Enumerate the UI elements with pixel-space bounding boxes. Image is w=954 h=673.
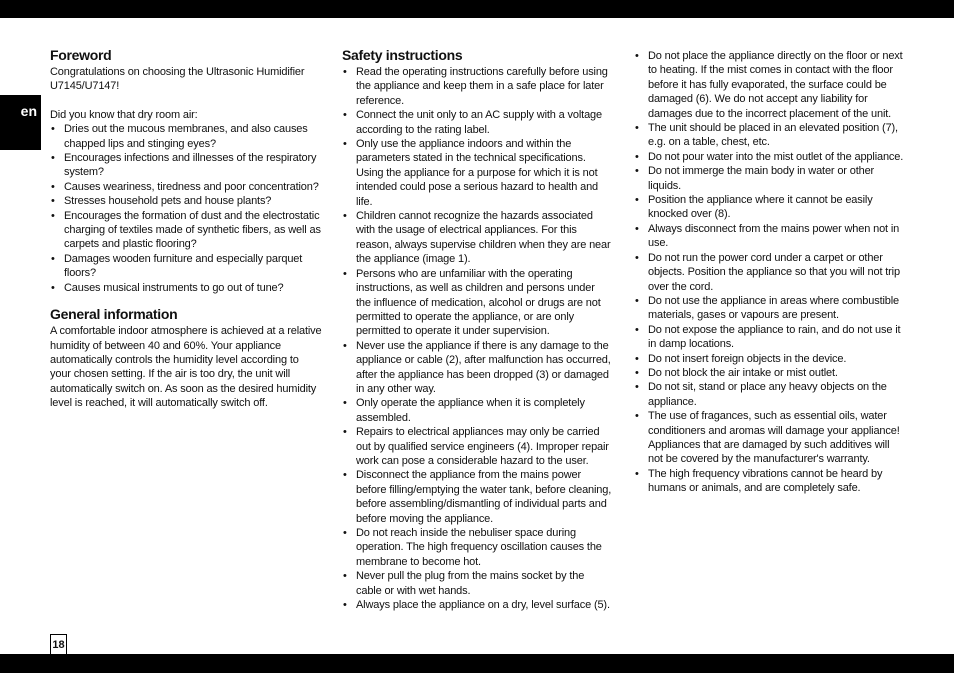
bullet-item: • Read the operating instructions carefully before using the appliance and keep them in a safe place for later reference. bbox=[342, 65, 612, 108]
bullet-item: • Causes weariness, tiredness and poor concentration? bbox=[50, 180, 322, 194]
bullet-item: • Do not immerge the main body in water or other liquids. bbox=[634, 164, 906, 193]
column-2 bbox=[342, 46, 612, 612]
column-1 bbox=[50, 46, 322, 411]
bullet-item: • Encourages the formation of dust and the electrostatic charging of textiles made of synthetic fibers, as well as carpets and plastic flooring? bbox=[50, 209, 322, 252]
bullet-item: • Never use the appliance if there is any damage to the appliance or cable (2), after malfunction has occurred, after the appliance has been dropped (3) or damaged in any other way. bbox=[342, 339, 612, 397]
bullet-item: • Only operate the appliance when it is completely assembled. bbox=[342, 396, 612, 425]
bullet-item: • Do not place the appliance directly on the floor or next to heating. If the mist comes in contact with the floor before it has fully evaporated, the surface could be damaged (6). We do not accept any liability for damages due to the incorrect placement of the unit. bbox=[634, 49, 906, 121]
bullet-item: • Only use the appliance indoors and within the parameters stated in the technical specifications. Using the appliance for a purpose for which it is not intended could pose a serious hazard to health and life. bbox=[342, 137, 612, 209]
bullet-item: • Do not reach inside the nebuliser space during operation. The high frequency oscillation causes the membrane to become hot. bbox=[342, 526, 612, 569]
bullet-item: • Connect the unit only to an AC supply with a voltage according to the rating label. bbox=[342, 108, 612, 137]
spacer bbox=[50, 295, 322, 305]
bullet-item: • The unit should be placed in an elevated position (7), e.g. on a table, chest, etc. bbox=[634, 121, 906, 150]
column-3 bbox=[634, 49, 906, 496]
spacer bbox=[50, 94, 322, 108]
bullet-item: • Do not run the power cord under a carpet or other objects. Position the appliance so that you will not trip over the cord. bbox=[634, 251, 906, 294]
bullet-item: • Do not block the air intake or mist outlet. bbox=[634, 366, 906, 380]
top-black-bar bbox=[0, 0, 954, 18]
bullet-item: • Repairs to electrical appliances may only be carried out by qualified service engineers (4). Improper repair work can pose a considerable hazard to the user. bbox=[342, 425, 612, 468]
foreword-intro: Congratulations on choosing the Ultrasonic Humidifier U7145/U7147! bbox=[50, 66, 305, 93]
bullet-item: • Do not sit, stand or place any heavy objects on the appliance. bbox=[634, 380, 906, 409]
page-number: 18 bbox=[50, 634, 67, 654]
language-tab: en bbox=[0, 95, 41, 150]
bullet-item: • Persons who are unfamiliar with the operating instructions, as well as children and persons under the influence of medication, alcohol or drugs are not permitted to operate the appliance, or are only permitted to operate it under supervision. bbox=[342, 267, 612, 339]
bullet-item: • Damages wooden furniture and especially parquet floors? bbox=[50, 252, 322, 281]
bullet-item: • Do not use the appliance in areas where combustible materials, gases or vapours are present. bbox=[634, 294, 906, 323]
bullet-item: • The high frequency vibrations cannot be heard by humans or animals, and are completely safe. bbox=[634, 467, 906, 496]
bullet-item: • Stresses household pets and house plants? bbox=[50, 194, 322, 208]
bullet-item: • Do not insert foreign objects in the device. bbox=[634, 352, 906, 366]
general-information-heading: General information bbox=[50, 306, 178, 323]
bullet-item: • Always place the appliance on a dry, level surface (5). bbox=[342, 598, 612, 612]
foreword-bullet-list bbox=[50, 122, 322, 295]
bullet-item: • Never pull the plug from the mains socket by the cable or with wet hands. bbox=[342, 569, 612, 598]
bullet-item: • Dries out the mucous membranes, and also causes chapped lips and stinging eyes? bbox=[50, 122, 322, 151]
bullet-item: • Causes musical instruments to go out of tune? bbox=[50, 281, 322, 295]
bottom-black-bar bbox=[0, 654, 954, 673]
bullet-item: • Encourages infections and illnesses of the respiratory system? bbox=[50, 151, 322, 180]
bullet-item: • Do not expose the appliance to rain, and do not use it in damp locations. bbox=[634, 323, 906, 352]
safety-heading: Safety instructions bbox=[342, 47, 463, 63]
general-information-text: A comfortable indoor atmosphere is achieved at a relative humidity of between 40 and 60%. Your appliance automatically controls the humidity level according to your chosen setting. If the air is too dry, the unit will automatically switch on. As soon as the desired humidity level is reached, it will automatically switch off. bbox=[50, 325, 322, 410]
safety-bullet-list-continued bbox=[634, 49, 906, 496]
bullet-item: • Do not pour water into the mist outlet of the appliance. bbox=[634, 150, 906, 164]
foreword-question: Did you know that dry room air: bbox=[50, 108, 198, 121]
bullet-item: • Always disconnect from the mains power when not in use. bbox=[634, 222, 906, 251]
bullet-item: • The use of fragances, such as essential oils, water conditioners and aromas will damage your appliance! Appliances that are damaged by such additives will not be covered by the manufacturer's warranty. bbox=[634, 409, 906, 467]
bullet-item: • Position the appliance where it cannot be easily knocked over (8). bbox=[634, 193, 906, 222]
bullet-item: • Disconnect the appliance from the mains power before filling/emptying the water tank, before cleaning, before assembling/dismantling of individual parts and before moving the appliance. bbox=[342, 468, 612, 526]
bullet-item: • Children cannot recognize the hazards associated with the usage of electrical appliances. For this reason, always supervise children when they are near the appliance (image 1). bbox=[342, 209, 612, 267]
foreword-heading: Foreword bbox=[50, 47, 112, 63]
safety-bullet-list bbox=[342, 65, 612, 612]
